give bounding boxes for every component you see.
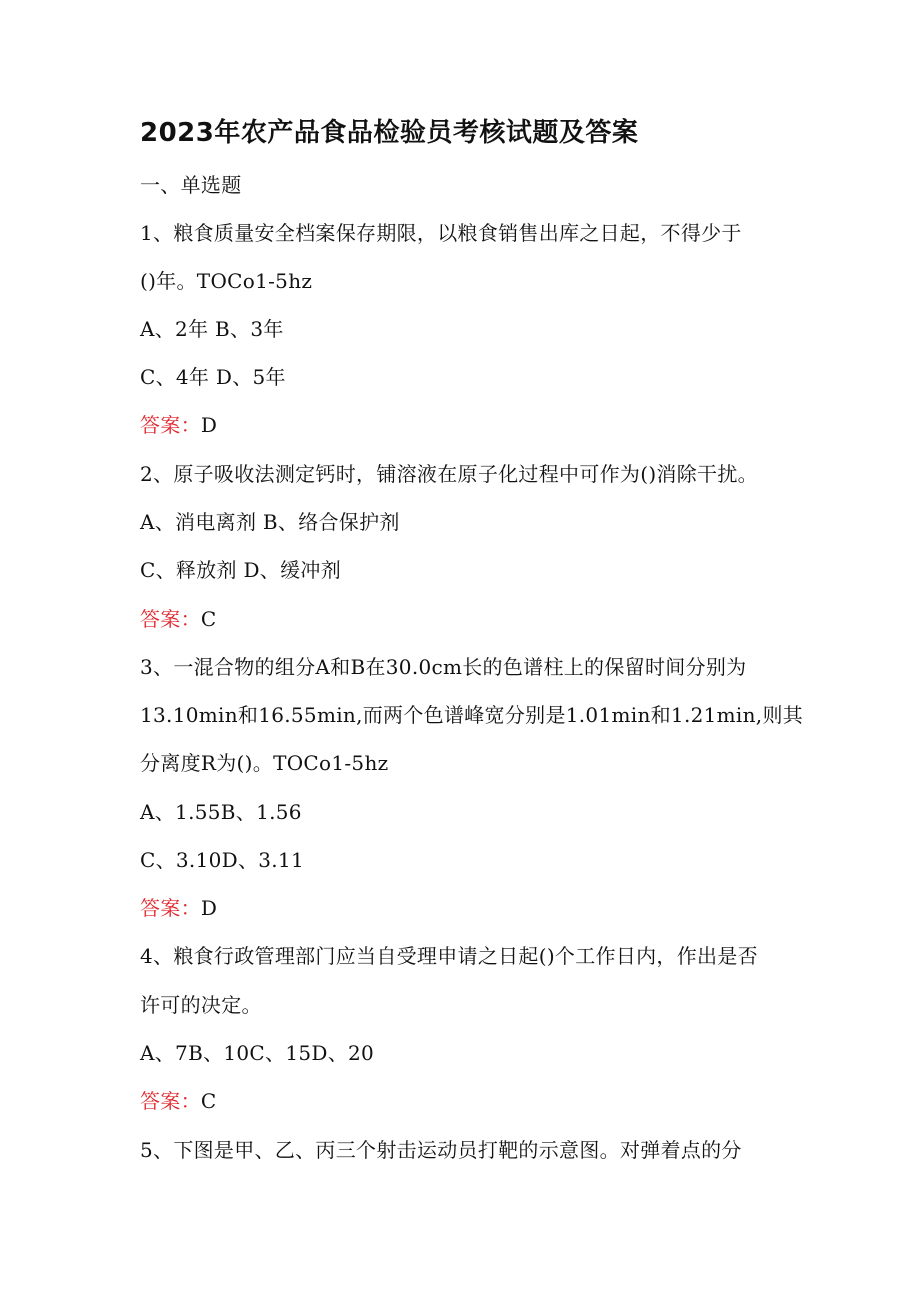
answer-value: C (200, 1089, 217, 1113)
section-heading: 一、单选题 (140, 173, 242, 197)
question-3-options-line-2: C、3.10D、3.11 (140, 848, 305, 872)
document-title: 2023年农产品食品检验员考核试题及答案 (140, 118, 639, 148)
question-2-options-line-2: C、释放剂 D、缓冲剂 (140, 558, 341, 582)
answer-value: C (200, 607, 217, 631)
question-3-answer (140, 893, 217, 923)
question-1-options-line-2: C、4年 D、5年 (140, 365, 286, 389)
question-1-options-line-1: A、2年 B、3年 (140, 317, 284, 341)
question-3-stem-line-2: 13.10min和16.55min,而两个色谱峰宽分别是1.01min和1.21min,则其 (140, 703, 804, 727)
answer-label: 答案： (140, 1089, 201, 1113)
question-5-stem-line-1: 5、下图是甲、乙、丙三个射击运动员打靶的示意图。对弹着点的分 (140, 1138, 742, 1162)
question-2-answer (140, 604, 217, 634)
question-2-stem-line-1: 2、原子吸收法测定钙时，铺溶液在原子化过程中可作为()消除干扰。 (140, 462, 758, 486)
question-4-stem-line-2: 许可的决定。 (140, 993, 262, 1017)
question-4-answer (140, 1086, 217, 1116)
question-3-stem-line-3: 分离度R为()。TOCo1-5hz (140, 751, 389, 775)
question-1-stem-line-2: ()年。TOCo1-5hz (140, 269, 313, 293)
question-1-answer (140, 410, 217, 440)
question-4-stem-line-1: 4、粮食行政管理部门应当自受理申请之日起()个工作日内，作出是否 (140, 944, 758, 968)
answer-label: 答案： (140, 413, 201, 437)
question-2-options-line-1: A、消电离剂 B、络合保护剂 (140, 510, 400, 534)
question-1-stem-line-1: 1、粮食质量安全档案保存期限，以粮食销售出库之日起，不得少于 (140, 221, 742, 245)
question-4-options-line-1: A、7B、10C、15D、20 (140, 1041, 375, 1065)
answer-value: D (200, 896, 218, 920)
answer-value: D (200, 413, 218, 437)
question-3-options-line-1: A、1.55B、1.56 (140, 800, 302, 824)
question-3-stem-line-1: 3、一混合物的组分A和B在30.0cm长的色谱柱上的保留时间分别为 (140, 655, 747, 679)
answer-label: 答案： (140, 607, 201, 631)
answer-label: 答案： (140, 896, 201, 920)
